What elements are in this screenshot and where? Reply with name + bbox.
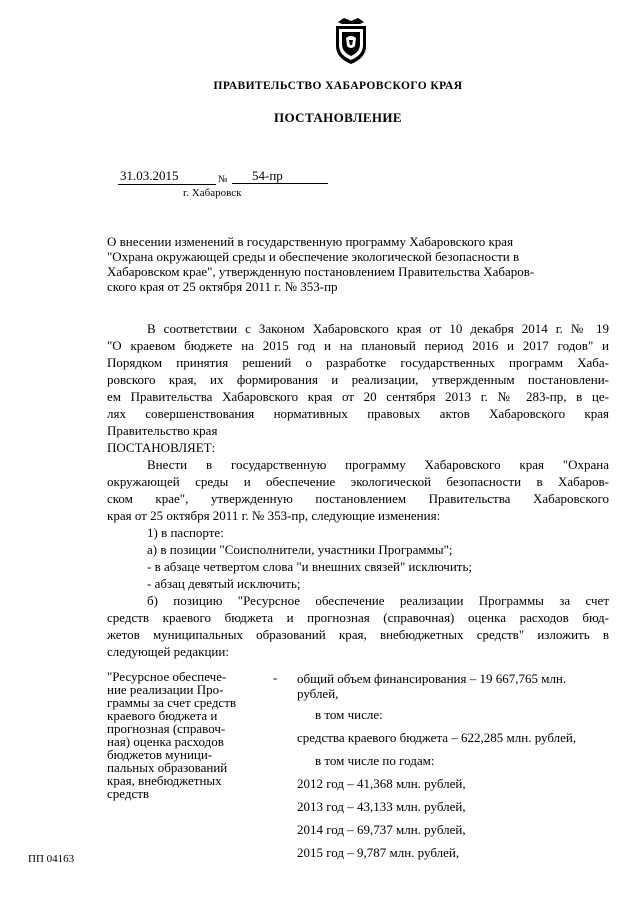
subject-line: О внесении изменений в государственную программу Хабаровского края xyxy=(107,234,514,249)
subject-line: "Охрана окружающей среды и обеспечение экологической безопасности в xyxy=(107,249,520,264)
funding-position-label xyxy=(107,670,257,800)
regional-budget: средства краевого бюджета – 622,285 млн. рублей, xyxy=(297,730,577,745)
label-line: "Ресурсное обеспече- xyxy=(107,669,227,684)
item-line: - в абзаце четвертом слова "и внешних связей" исключить; xyxy=(147,559,473,574)
government-title: ПРАВИТЕЛЬСТВО ХАБАРОВСКОГО КРАЯ xyxy=(213,80,463,92)
item-line: 1) в паспорте: xyxy=(147,525,224,540)
document-code: ПП 04163 xyxy=(28,853,75,865)
year-row: 2012 год – 41,368 млн. рублей, xyxy=(297,776,466,791)
document-city: г. Хабаровск xyxy=(183,187,242,199)
clause-line: Внести в государственную программу Хабаровского края "Охрана xyxy=(147,457,609,472)
item-line: следующей редакции: xyxy=(107,644,229,659)
resolves-heading: ПОСТАНОВЛЯЕТ: xyxy=(107,440,216,455)
document-date: 31.03.2015 xyxy=(118,168,216,185)
document-body xyxy=(107,320,609,660)
label-line: ние реализации Про- xyxy=(107,682,224,697)
subject-line: ского края от 25 октября 2011 г. № 353-пр xyxy=(107,279,338,294)
preamble-line: "О краевом бюджете на 2015 год и на плановый период 2016 и 2017 годов" и xyxy=(107,338,609,353)
including-label: в том числе: xyxy=(315,707,383,722)
preamble-line: Правительство края xyxy=(107,423,218,438)
year-row: 2014 год – 69,737 млн. рублей, xyxy=(297,822,466,837)
document-number: 54-пр xyxy=(232,168,328,184)
label-line: ная) оценка расходов xyxy=(107,734,224,749)
item-line: б) позицию "Ресурсное обеспечение реализации Программы за счет xyxy=(147,593,609,608)
number-sign: № xyxy=(218,174,228,185)
item-line: - абзац девятый исключить; xyxy=(147,576,301,591)
year-row: 2015 год – 9,787 млн. рублей, xyxy=(297,845,460,860)
label-line: граммы за счет средств xyxy=(107,695,237,710)
year-row: 2013 год – 43,133 млн. рублей, xyxy=(297,799,466,814)
total-funding-cont: рублей, xyxy=(297,686,339,701)
clause-line: ском крае", утвержденную постановлением Правительства Хабаровского xyxy=(107,491,609,506)
label-line: средств xyxy=(107,786,150,801)
funding-values xyxy=(297,670,627,861)
label-line: пальных образований xyxy=(107,760,228,775)
item-line: средств краевого бюджета и прогнозная (справочная) оценка расходов бюд- xyxy=(107,610,609,625)
clause-line: края от 25 октября 2011 г. № 353-пр, следующие изменения: xyxy=(107,508,441,523)
preamble-line: ровского края, их формирования и реализации, утвержденным постановлени- xyxy=(107,372,609,387)
item-line: жетов муниципальных образований края, внебюджетных средств" изложить в xyxy=(107,627,609,642)
by-years-label: в том числе по годам: xyxy=(315,753,435,768)
document-type: ПОСТАНОВЛЕНИЕ xyxy=(273,110,403,125)
label-line: краевого бюджета и xyxy=(107,708,218,723)
preamble-line: Порядком принятия решений о разработке государственных программ Хаба- xyxy=(107,355,609,370)
separator-dash: - xyxy=(273,670,278,685)
preamble-line: ем Правительства Хабаровского края от 20 сентября 2013 г. № 283-пр, в це- xyxy=(107,389,609,404)
label-line: прогнозная (справоч- xyxy=(107,721,226,736)
label-line: края, внебюджетных xyxy=(107,773,222,788)
document-subject xyxy=(107,234,607,294)
khabarovsk-krai-coat-of-arms-icon xyxy=(330,12,372,66)
item-line: а) в позиции "Соисполнители, участники Программы"; xyxy=(147,542,453,557)
label-line: бюджетов муници- xyxy=(107,747,213,762)
total-funding: общий объем финансирования – 19 667,765 млн. xyxy=(297,671,567,686)
preamble-line: лях совершенствования нормативных правовых актов Хабаровского края xyxy=(107,406,609,421)
subject-line: Хабаровском крае", утвержденную постановлением Правительства Хабаров- xyxy=(107,264,535,279)
preamble-line: В соответствии с Законом Хабаровского края от 10 декабря 2014 г. № 19 xyxy=(147,321,609,336)
clause-line: окружающей среды и обеспечение экологической безопасности в Хабаров- xyxy=(107,474,609,489)
